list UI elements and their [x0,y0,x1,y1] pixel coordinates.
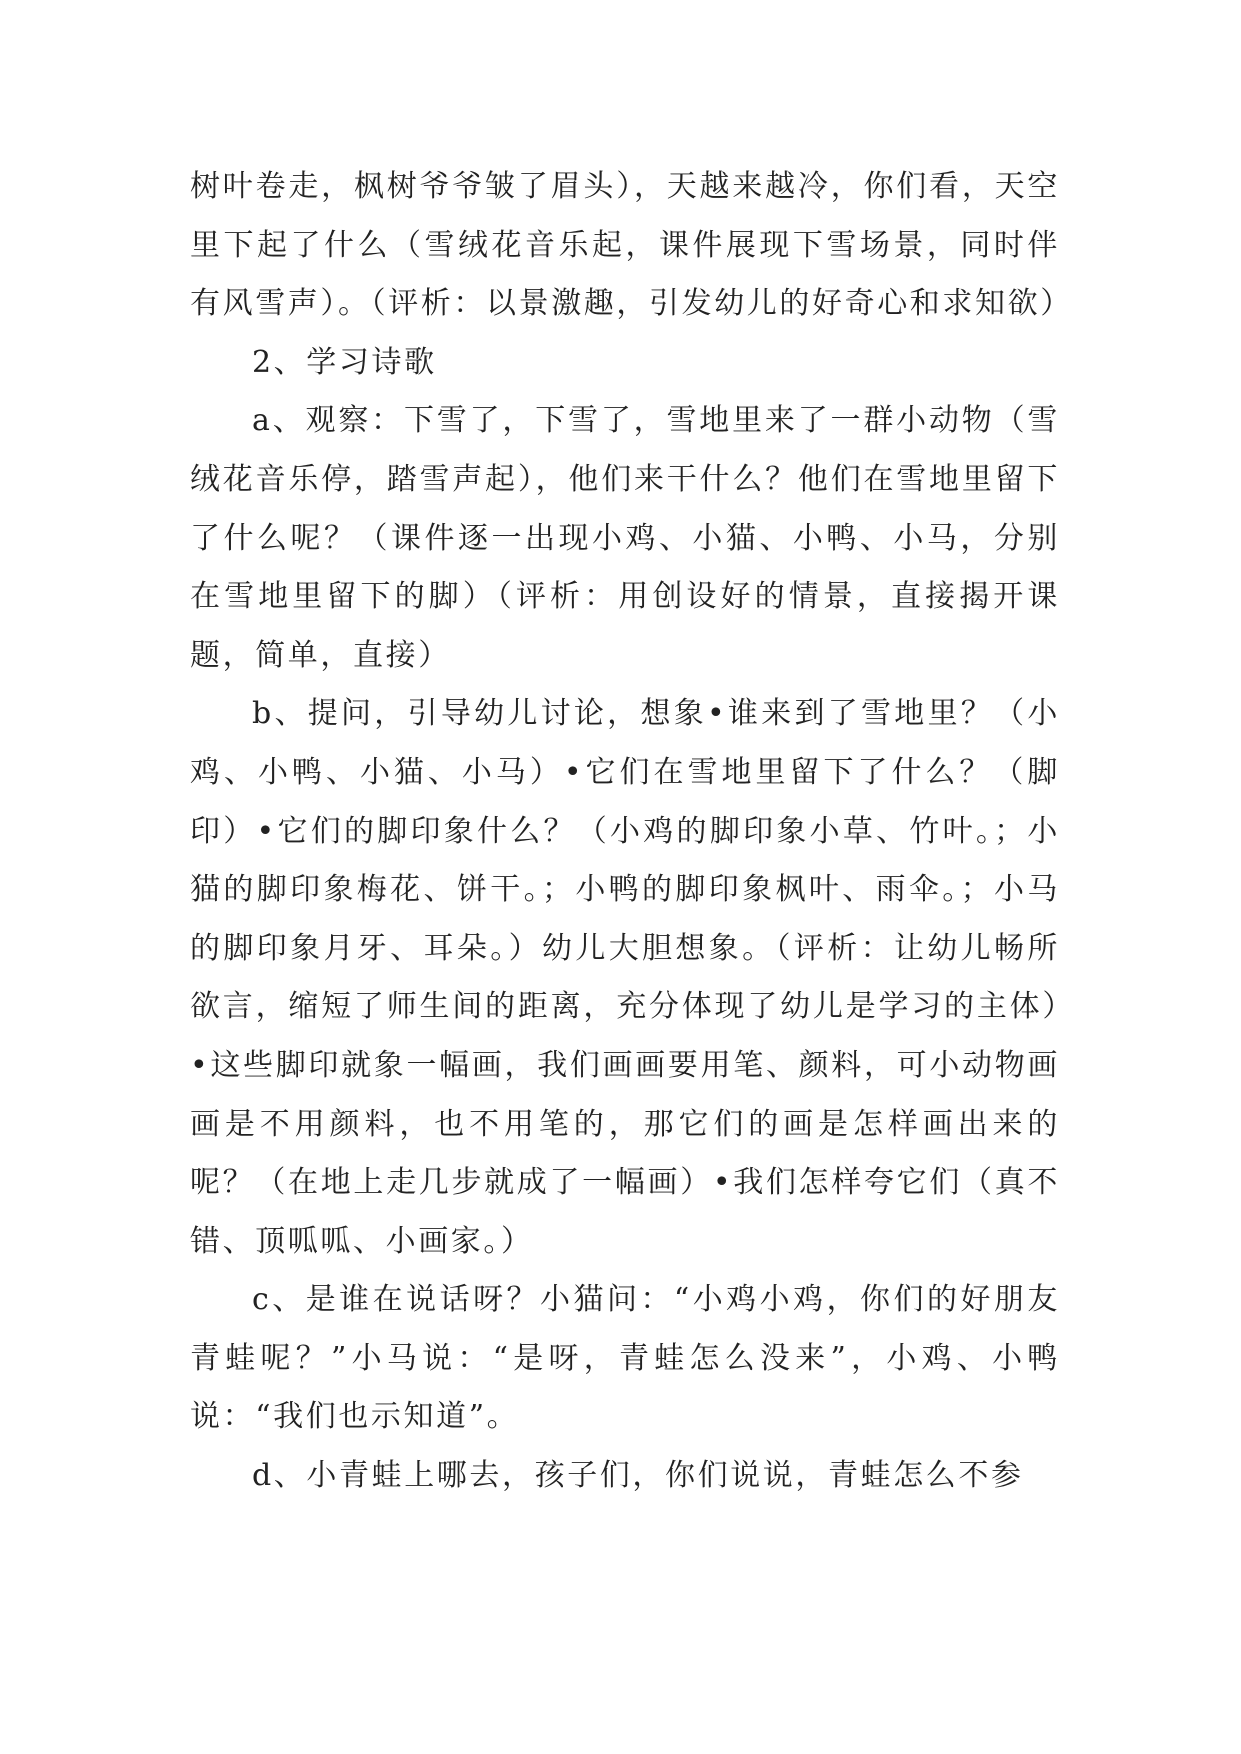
paragraph-dialogue: c、是谁在说话呀？小猫问：“小鸡小鸡，你们的好朋友青蛙呢？”小马说：“是呀，青蛙怎么没来”，小鸡、小鸭说：“我们也示知道”。 [190,1282,1060,1435]
paragraph-section-heading: 2、学习诗歌 [252,344,437,380]
document-page [190,158,1073,1506]
paragraph-scene-intro: 树叶卷走，枫树爷爷皱了眉头），天越来越冷，你们看，天空里下起了什么（雪绒花音乐起，课件展现下雪场景，同时伴有风雪声）。（评析：以景激趣，引发幼儿的好奇心和求知欲） [190,169,1073,322]
paragraph-questions: b、提问，引导幼儿讨论，想象•谁来到了雪地里？（小鸡、小鸭、小猫、小马）•它们在雪地里留下了什么？（脚印）•它们的脚印象什么？（小鸡的脚印象小草、竹叶。；小猫的脚印象梅花、饼干。；小鸭的脚印象枫叶、雨伞。；小马的脚印象月牙、耳朵。）幼儿大胆想象。（评析：让幼儿畅所欲言，缩短了师生间的距离，充分体现了幼儿是学习的主体）•这些脚印就象一幅画，我们画画要用笔、颜料，可小动物画画是不用颜料，也不用笔的，那它们的画是怎样画出来的呢？（在地上走几步就成了一幅画）•我们怎样夸它们（真不错、顶呱呱、小画家。） [190,696,1060,1259]
paragraph-observe: a、观察：下雪了，下雪了，雪地里来了一群小动物（雪绒花音乐停，踏雪声起），他们来干什么？他们在雪地里留下了什么呢？（课件逐一出现小鸡、小猫、小鸭、小马，分别在雪地里留下的脚）（评析：用创设好的情景，直接揭开课题，简单，直接） [190,403,1060,673]
paragraph-frog: d、小青蛙上哪去，孩子们，你们说说，青蛙怎么不参 [252,1458,1024,1494]
